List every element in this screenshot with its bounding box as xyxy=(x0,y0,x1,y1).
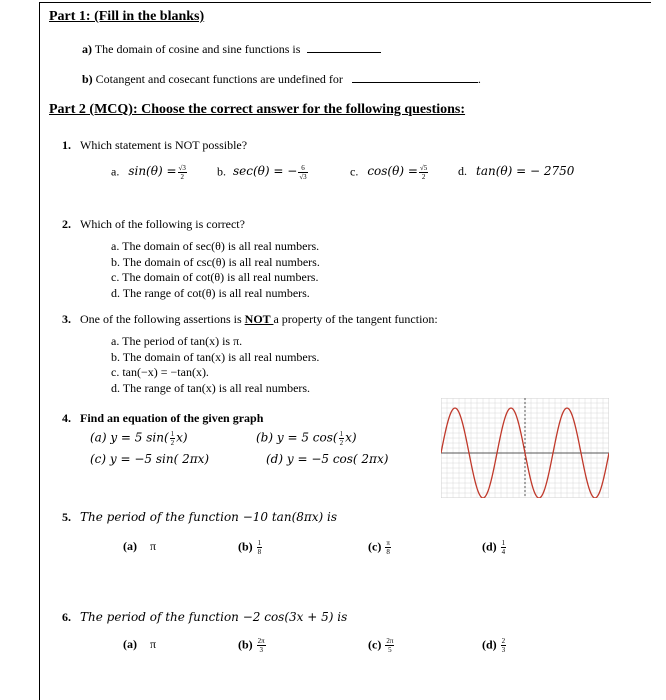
q1-stem xyxy=(62,138,247,153)
q2-option-b[interactable]: b. The domain of csc(θ) is all real numbers. xyxy=(111,254,320,269)
q1-option-c[interactable] xyxy=(350,164,429,181)
q6-text: The period of the function −2 cos(3x + 5) is xyxy=(80,610,348,624)
q1-b-expr: sec(θ) = − xyxy=(233,164,298,179)
q1-a-fraction: $\frac{√3}{2}$ xyxy=(178,164,186,181)
part1-heading: Part 1: (Fill in the blanks) xyxy=(49,9,205,24)
q4-text: Find an equation of the given graph xyxy=(80,411,264,425)
item-a-label: a) xyxy=(82,42,92,56)
q4-number: 4. xyxy=(62,411,71,425)
q3-option-b[interactable]: b. The domain of tan(x) is all real numbers. xyxy=(111,349,320,364)
part2-heading: Part 2 (MCQ): Choose the correct answer for the following questions: xyxy=(49,102,466,117)
q1-option-a[interactable] xyxy=(111,164,188,181)
q2-text: Which of the following is correct? xyxy=(80,217,245,231)
blank-b[interactable] xyxy=(352,82,478,83)
q5-option-b[interactable]: (b) $\frac{1}{8}$ xyxy=(238,539,262,556)
q3-option-d[interactable]: d. The range of tan(x) is all real numbers. xyxy=(111,380,311,395)
blank-a[interactable] xyxy=(307,52,381,53)
q1-option-d[interactable] xyxy=(458,164,574,179)
q2-stem xyxy=(62,217,245,232)
q1-option-b[interactable] xyxy=(217,164,309,181)
q3-option-c[interactable]: c. tan(−x) = −tan(x). xyxy=(111,365,209,379)
q1-number: 1. xyxy=(62,138,71,152)
q5-option-c[interactable]: (c) $\frac{\pi}{8}$ xyxy=(368,539,390,556)
q6-option-b[interactable]: (b) $\frac{2\pi}{3}$ xyxy=(238,637,265,654)
item-a-text: The domain of cosine and sine functions is xyxy=(94,42,301,56)
q1-c-expr: cos(θ) = xyxy=(367,164,418,179)
q4-option-d[interactable]: (d) y = −5 cos( 2πx) xyxy=(266,452,389,466)
q3-text-pre: One of the following assertions is xyxy=(80,312,245,326)
q1-c-fraction: $\frac{√5}{2}$ xyxy=(419,164,428,181)
q4-option-a[interactable]: (a) y = 5 sin( $\frac{1}{2}$ x) xyxy=(90,430,188,447)
q1-d-label: d. xyxy=(458,164,467,178)
item-b-text: Cotangent and cosecant functions are undefined for xyxy=(95,72,343,86)
q3-text-not: NOT xyxy=(244,312,274,326)
q6-option-a[interactable]: (a) π xyxy=(123,637,157,651)
q3-stem xyxy=(62,312,438,327)
q5-stem xyxy=(62,510,337,525)
q2-option-d[interactable]: d. The range of cot(θ) is all real numbers. xyxy=(111,285,310,300)
q5-number: 5. xyxy=(62,510,71,524)
q5-option-d[interactable]: (d) $\frac{1}{4}$ xyxy=(482,539,506,556)
q2-options xyxy=(111,239,320,301)
q3-number: 3. xyxy=(62,312,71,326)
q6-stem xyxy=(62,610,347,625)
q2-option-c[interactable]: c. The domain of cot(θ) is all real numbers. xyxy=(111,270,319,284)
q4-option-c[interactable]: (c) y = −5 sin( 2πx) xyxy=(90,452,210,466)
q3-option-a[interactable]: a. The period of tan(x) is π. xyxy=(111,334,243,348)
q4-stem xyxy=(62,411,263,426)
q6-option-d[interactable]: (d) $\frac{2}{3}$ xyxy=(482,637,506,654)
q5-option-a[interactable]: (a) π xyxy=(123,539,157,553)
q5-text: The period of the function −10 tan(8πx) is xyxy=(80,510,338,524)
q6-option-c[interactable]: (c) $\frac{2\pi}{5}$ xyxy=(368,637,394,654)
q1-a-label: a. xyxy=(111,164,120,179)
q4-option-b[interactable]: (b) y = 5 cos( $\frac{1}{2}$ x) xyxy=(256,430,357,447)
q1-c-label: c. xyxy=(350,164,359,179)
q1-text: Which statement is NOT possible? xyxy=(80,138,248,152)
q3-options xyxy=(111,334,319,396)
item-b-end: . xyxy=(477,72,481,86)
q3-text-post: a property of the tangent function: xyxy=(273,312,438,326)
part1-item-b xyxy=(82,72,481,87)
item-b-label: b) xyxy=(82,72,93,86)
q1-a-expr: sin(θ) = xyxy=(128,164,177,179)
q1-d-expr: tan(θ) = − 2750 xyxy=(476,164,575,178)
sine-graph xyxy=(441,398,609,498)
q6-number: 6. xyxy=(62,610,71,624)
q1-b-fraction: $\frac{6}{√3}$ xyxy=(299,164,307,181)
q2-number: 2. xyxy=(62,217,71,231)
part1-item-a xyxy=(82,42,381,57)
q2-option-a[interactable]: a. The domain of sec(θ) is all real numbers. xyxy=(111,239,320,253)
q1-b-label: b. xyxy=(217,164,226,179)
